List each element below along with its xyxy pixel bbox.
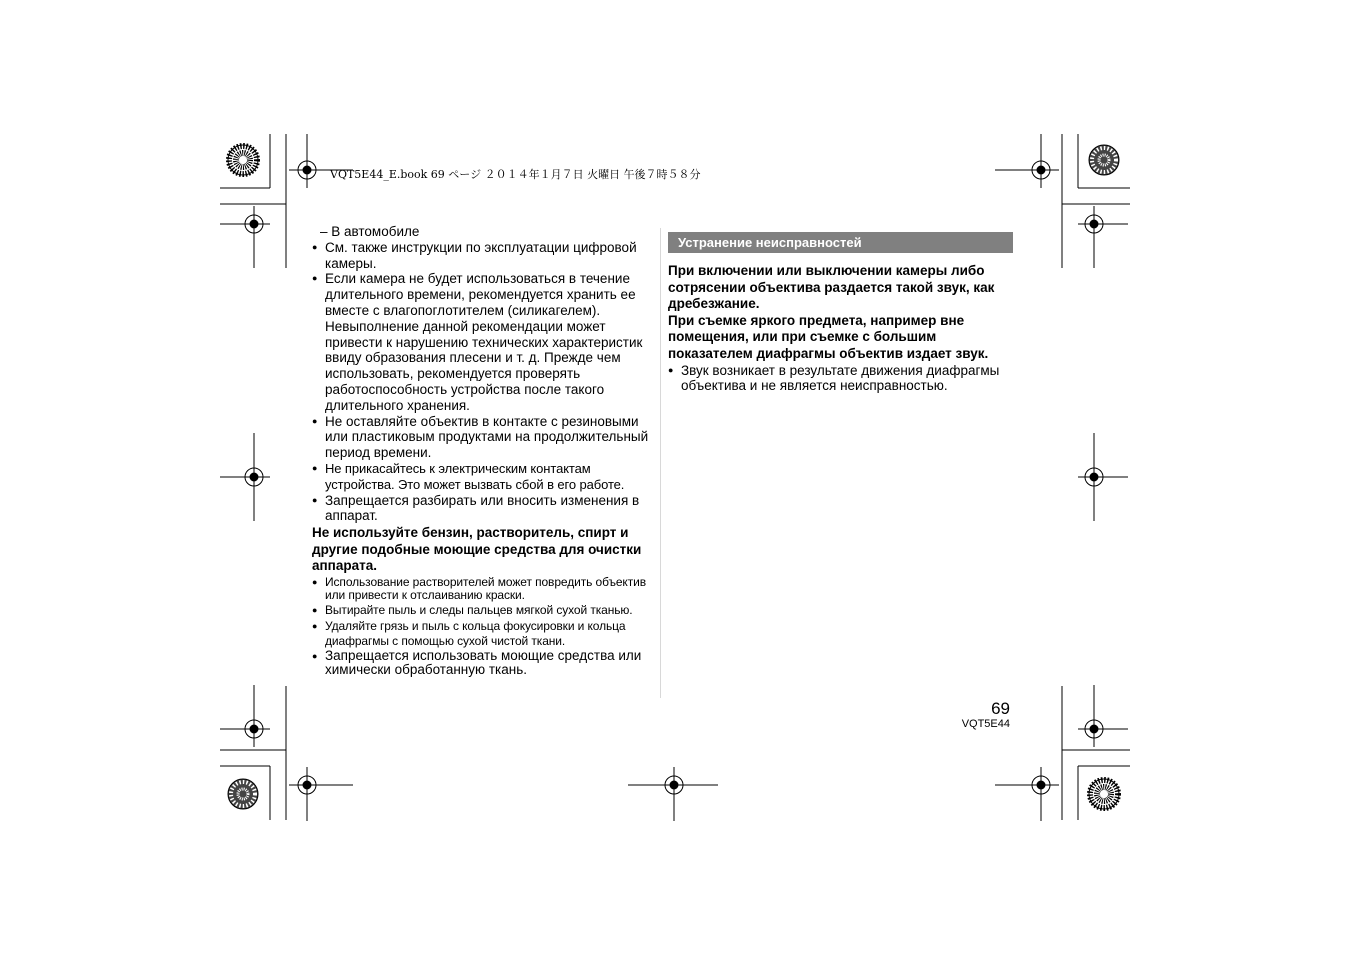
list-item: ● Звук возникает в результате движения диафрагмы объектива и не является неисправностью. xyxy=(668,363,1013,395)
left-column xyxy=(312,224,662,677)
column-divider xyxy=(660,228,661,698)
intro-dash-item: – В автомобиле xyxy=(320,224,420,239)
list-item: ● Если камера не будет использоваться в течение длительного времени, рекомендуется хранить ее вместе с влагопоглотителем (силикагелем). Невыполнение данной рекомендации может привести к нарушению технических характеристик ввиду образования плесени и т. д. Прежде чем использовать, рекомендуется проверять работоспособность устройства после такого длительного хранения. xyxy=(312,271,662,413)
list-item: ● Запрещается использовать моющие средства или химически обработанную ткань. xyxy=(312,649,662,677)
cleaning-warning-heading: Не используйте бензин, растворитель, спирт и другие подобные моющие средства для очистки аппарата. xyxy=(312,525,642,574)
list-item: ● См. также инструкции по эксплуатации цифровой камеры. xyxy=(312,240,662,272)
list-item: ● Удаляйте грязь и пыль с кольца фокусировки и кольца диафрагмы с помощью сухой чистой ткани. xyxy=(312,619,662,649)
print-header-line: VQT5E44_E.book 69 ページ ２０１４年１月７日 火曜日 午後７時５８分 xyxy=(330,168,701,181)
list-item: ● Не оставляйте объектив в контакте с резиновыми или пластиковым продуктами на продолжительный период времени. xyxy=(312,414,662,461)
document-code: VQT5E44 xyxy=(961,718,1010,730)
issue-question-1: При включении или выключении камеры либо сотрясении объектива раздается такой звук, как дребезжание. xyxy=(668,263,995,312)
page-number: 69 xyxy=(991,699,1010,718)
list-item: ● Использование растворителей может повредить объектив или привести к отслаиванию краски. xyxy=(312,576,662,602)
issue-question-2: При съемке яркого предмета, например вне помещения, или при съемке с большим показателем диафрагмы объектив издает звук. xyxy=(668,312,989,361)
list-item: ● Запрещается разбирать или вносить изменения в аппарат. xyxy=(312,493,662,525)
right-column xyxy=(668,232,1013,394)
answer-bullet-list xyxy=(668,363,1013,395)
section-title-bar: Устранение неисправностей xyxy=(668,232,1013,253)
care-bullet-list xyxy=(312,240,662,524)
list-item: ● Вытирайте пыль и следы пальцев мягкой сухой тканью. xyxy=(312,604,662,617)
list-item: ● Не прикасайтесь к электрическим контактам устройства. Это может вызвать сбой в его работе. xyxy=(312,461,662,493)
cleaning-bullet-list xyxy=(312,576,662,677)
